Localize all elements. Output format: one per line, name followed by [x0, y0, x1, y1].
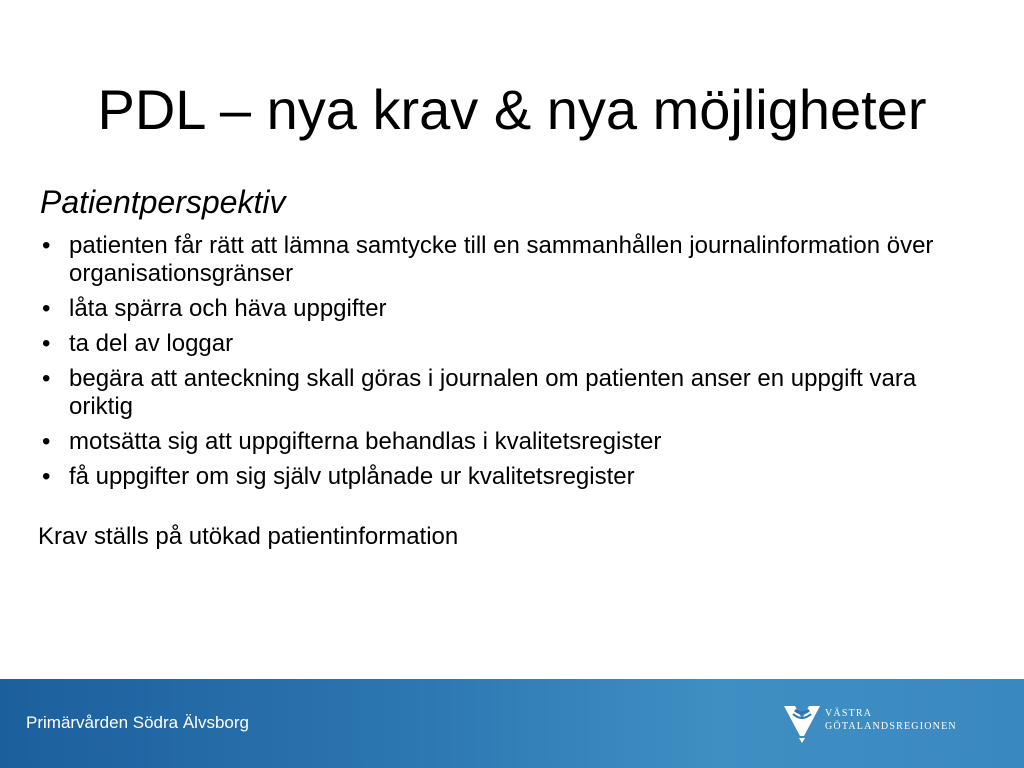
bullet-text: låta spärra och häva uppgifter [69, 295, 387, 322]
list-item [40, 295, 960, 323]
footnote-text: Krav ställs på utökad patientinformation [38, 523, 459, 550]
bullet-text: ta del av loggar [69, 330, 234, 357]
logo-text-line-2: GÖTALANDSREGIONEN [825, 721, 957, 732]
bullet-list [40, 232, 960, 498]
bullet-text: patienten får rätt att lämna samtycke till en sammanhållen journalinformation över organisationsgränser [69, 232, 934, 287]
bullet-icon: • [42, 365, 51, 392]
bullet-text: få uppgifter om sig själv utplånade ur kvalitetsregister [69, 463, 635, 490]
bullet-text: begära att anteckning skall göras i journalen om patienten anser en uppgift vara oriktig [69, 365, 917, 420]
list-item [40, 463, 960, 491]
bullet-icon: • [42, 463, 51, 490]
list-item [40, 365, 960, 421]
logo-text-line-1: VÄSTRA [825, 708, 873, 719]
section-subtitle: Patientperspektiv [40, 184, 286, 220]
list-item [40, 330, 960, 358]
slide-title: PDL – nya krav & nya möjligheter [97, 78, 927, 141]
footer-organization-name: Primärvården Södra Älvsborg [26, 713, 249, 732]
vastra-gotalandsregionen-logo-icon [782, 702, 822, 744]
bullet-icon: • [42, 428, 51, 455]
list-item [40, 428, 960, 456]
bullet-icon: • [42, 330, 51, 357]
bullet-icon: • [42, 295, 51, 322]
bullet-icon: • [42, 232, 51, 259]
bullet-text: motsätta sig att uppgifterna behandlas i kvalitetsregister [69, 428, 662, 455]
vastra-gotalandsregionen-logo [782, 702, 982, 744]
list-item [40, 232, 960, 288]
